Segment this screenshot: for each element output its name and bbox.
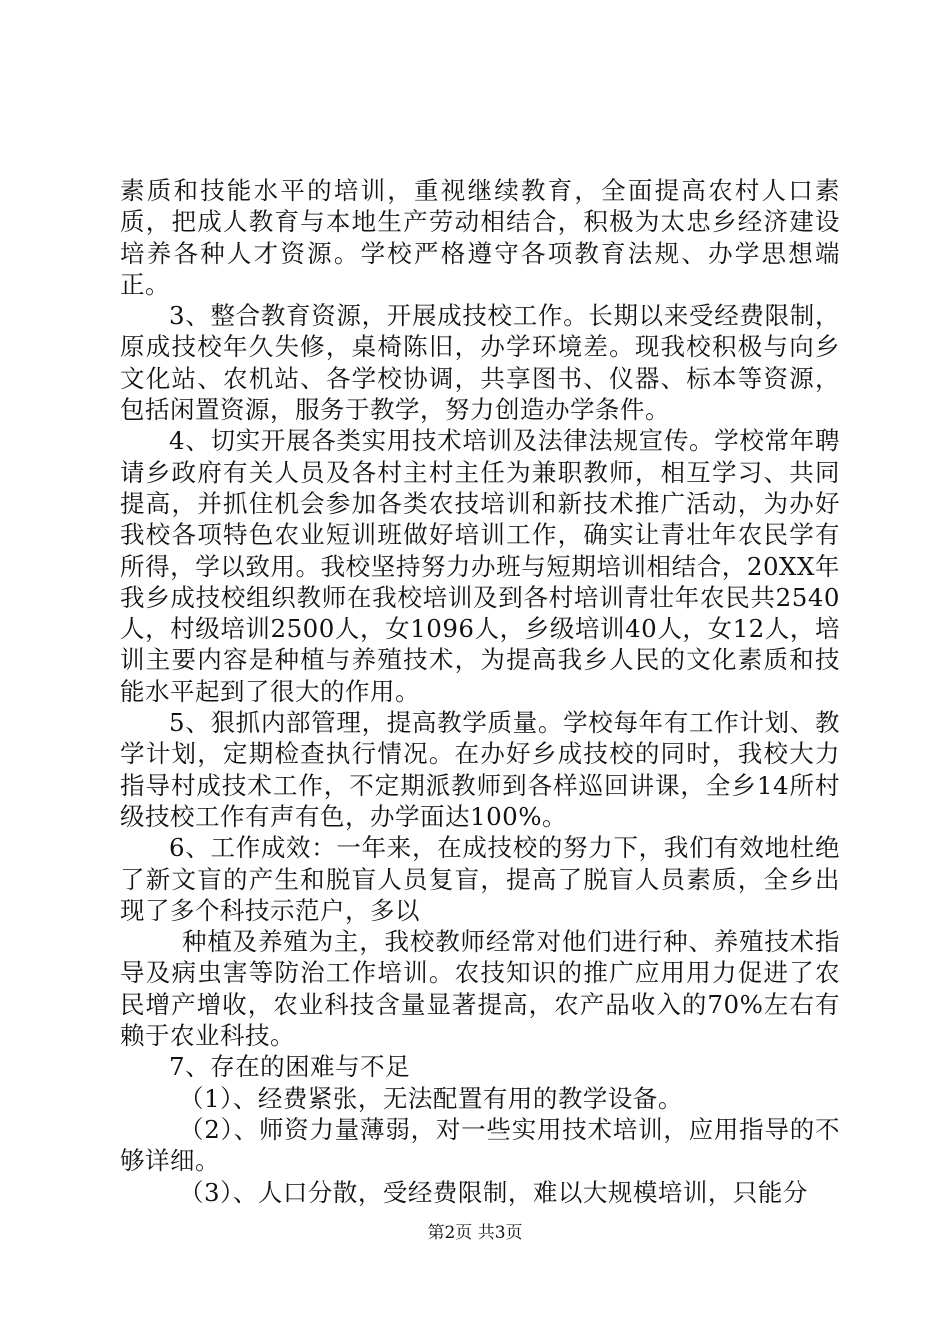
list-item-3: （3）、人口分散，受经费限制，难以大规模培训，只能分 [179, 1177, 808, 1207]
paragraph-6-continued: 种植及养殖为主，我校教师经常对他们进行种、养殖技术指导及病虫害等防治工作培训。农技知识的推广应用用力促进了农民增产增收，农业科技含量显著提高，农产品收入的70%左右有赖于农业科技。 [120, 927, 840, 1051]
paragraph-7-heading: 7、存在的困难与不足 [169, 1052, 411, 1082]
list-item-1: （1）、经费紧张，无法配置有用的教学设备。 [179, 1083, 683, 1113]
page-number-footer: 第2页 共3页 [427, 1223, 523, 1243]
paragraph-continuation: 素质和技能水平的培训，重视继续教育，全面提高农村人口素质，把成人教育与本地生产劳动相结合，积极为太忠乡经济建设培养各种人才资源。学校严格遵守各项教育法规、办学思想端正。 [120, 176, 840, 299]
paragraph-3: 3、整合教育资源，开展成技校工作。长期以来受经费限制，原成技校年久失修，桌椅陈旧，办学环境差。现我校积极与向乡文化站、农机站、各学校协调，共享图书、仪器、标本等资源，包括闲置资源，服务于教学，努力创造办学条件。 [120, 301, 840, 425]
paragraph-6: 6、工作成效：一年来，在成技校的努力下，我们有效地杜绝了新文盲的产生和脱盲人员复盲，提高了脱盲人员素质，全乡出现了多个科技示范户，多以 [120, 833, 840, 925]
paragraph-5: 5、狠抓内部管理，提高教学质量。学校每年有工作计划、教学计划，定期检查执行情况。在办好乡成技校的同时，我校大力指导村成技术工作，不定期派教师到各样巡回讲课，全乡14所村级技校工作有声有色，办学面达100%。 [120, 708, 840, 831]
document-body [120, 175, 840, 1208]
list-item-2: （2）、师资力量薄弱，对一些实用技术培训，应用指导的不够详细。 [120, 1114, 840, 1176]
paragraph-4: 4、切实开展各类实用技术培训及法律法规宣传。学校常年聘请乡政府有关人员及各村主村主任为兼职教师，相互学习、共同提高，并抓住机会参加各类农技培训和新技术推广活动，为办好我校各项特色农业短训班做好培训工作，确实让青壮年农民学有所得，学以致用。我校坚持努力办班与短期培训相结合，20XX年我乡成技校组织教师在我校培训及到各村培训青壮年农民共2540人，村级培训2500人，女1096人，乡级培训40人，女12人，培训主要内容是种植与养殖技术，为提高我乡人民的文化素质和技能水平起到了很大的作用。 [120, 426, 840, 706]
